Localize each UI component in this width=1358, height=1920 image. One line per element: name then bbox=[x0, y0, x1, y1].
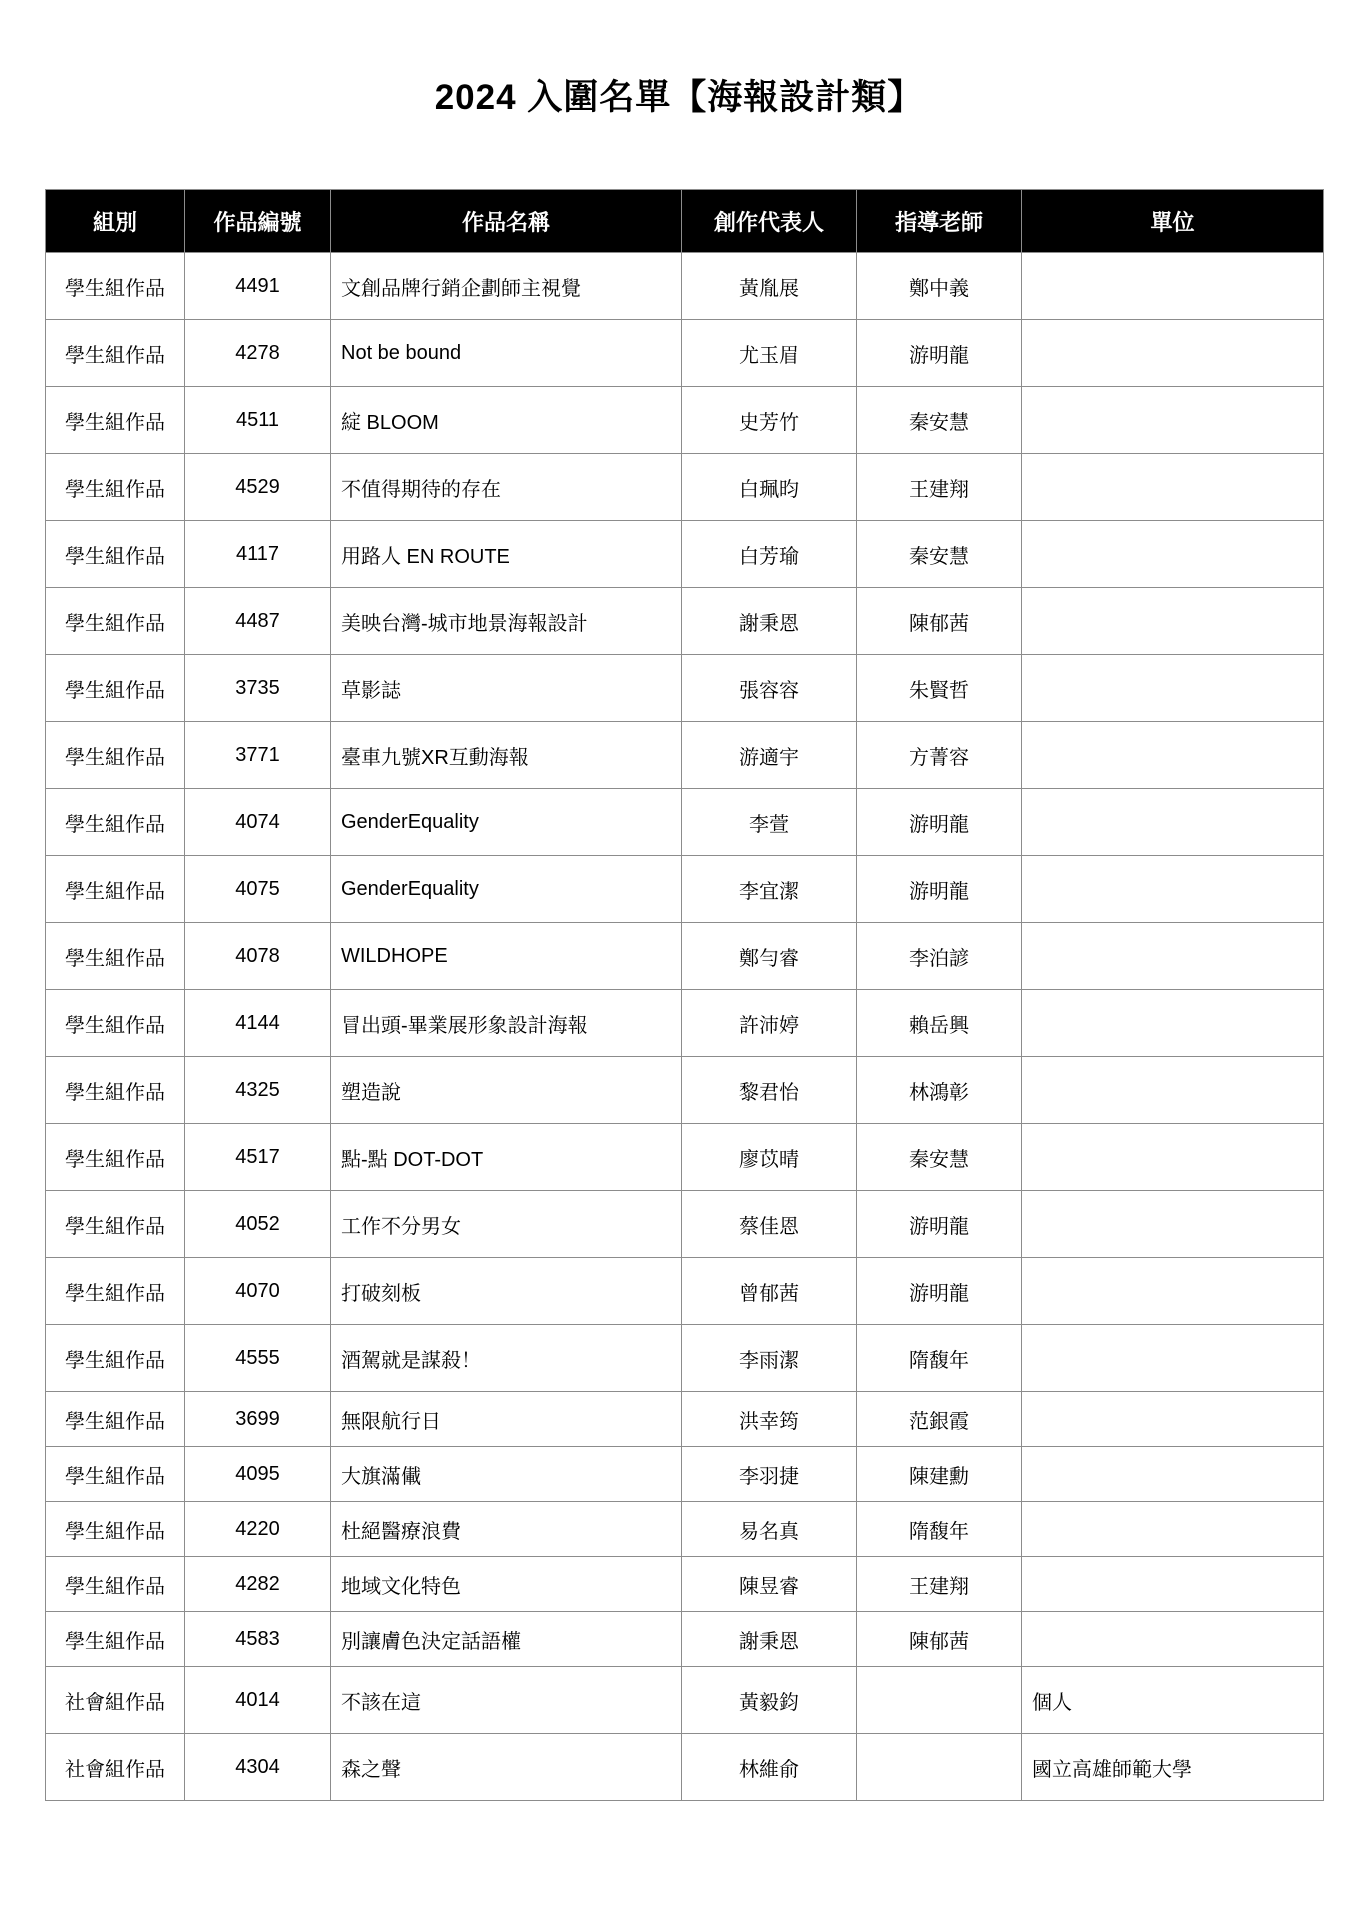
cell-unit bbox=[1022, 789, 1324, 856]
cell-advisor: 王建翔 bbox=[857, 1557, 1022, 1612]
table-row bbox=[46, 923, 1324, 990]
cell-id: 4304 bbox=[185, 1734, 331, 1801]
cell-unit bbox=[1022, 387, 1324, 454]
cell-group: 社會組作品 bbox=[46, 1734, 185, 1801]
cell-id: 4511 bbox=[185, 387, 331, 454]
cell-title: 塑造說 bbox=[331, 1057, 682, 1124]
table-row bbox=[46, 588, 1324, 655]
cell-advisor: 秦安慧 bbox=[857, 1124, 1022, 1191]
cell-creator: 黃毅鈞 bbox=[682, 1667, 857, 1734]
cell-unit bbox=[1022, 1325, 1324, 1392]
cell-group: 學生組作品 bbox=[46, 1325, 185, 1392]
cell-title: Not be bound bbox=[331, 320, 682, 387]
cell-advisor: 游明龍 bbox=[857, 856, 1022, 923]
cell-creator: 蔡佳恩 bbox=[682, 1191, 857, 1258]
cell-group: 學生組作品 bbox=[46, 253, 185, 320]
cell-creator: 謝秉恩 bbox=[682, 1612, 857, 1667]
cell-creator: 陳昱睿 bbox=[682, 1557, 857, 1612]
cell-title: 臺車九號XR互動海報 bbox=[331, 722, 682, 789]
cell-id: 4070 bbox=[185, 1258, 331, 1325]
cell-id: 3771 bbox=[185, 722, 331, 789]
cell-unit bbox=[1022, 1057, 1324, 1124]
cell-advisor: 隋馥年 bbox=[857, 1502, 1022, 1557]
cell-creator: 李萱 bbox=[682, 789, 857, 856]
cell-id: 4583 bbox=[185, 1612, 331, 1667]
table-row bbox=[46, 1557, 1324, 1612]
cell-group: 學生組作品 bbox=[46, 387, 185, 454]
cell-advisor: 游明龍 bbox=[857, 789, 1022, 856]
cell-creator: 白芳瑜 bbox=[682, 521, 857, 588]
cell-title: 不值得期待的存在 bbox=[331, 454, 682, 521]
cell-unit bbox=[1022, 1612, 1324, 1667]
cell-id: 4117 bbox=[185, 521, 331, 588]
cell-title: 草影誌 bbox=[331, 655, 682, 722]
cell-unit bbox=[1022, 1124, 1324, 1191]
cell-title: WILDHOPE bbox=[331, 923, 682, 990]
cell-group: 學生組作品 bbox=[46, 1557, 185, 1612]
cell-title: GenderEquality bbox=[331, 856, 682, 923]
cell-creator: 李羽捷 bbox=[682, 1447, 857, 1502]
cell-group: 學生組作品 bbox=[46, 789, 185, 856]
table-row bbox=[46, 387, 1324, 454]
cell-title: 冒出頭-畢業展形象設計海報 bbox=[331, 990, 682, 1057]
cell-unit bbox=[1022, 1447, 1324, 1502]
column-header-unit: 單位 bbox=[1022, 190, 1324, 253]
cell-creator: 林維俞 bbox=[682, 1734, 857, 1801]
table-row bbox=[46, 1057, 1324, 1124]
cell-creator: 游適宇 bbox=[682, 722, 857, 789]
header-row bbox=[46, 190, 1324, 253]
table-row bbox=[46, 1325, 1324, 1392]
cell-advisor: 陳郁茜 bbox=[857, 1612, 1022, 1667]
table-row bbox=[46, 320, 1324, 387]
cell-creator: 黎君怡 bbox=[682, 1057, 857, 1124]
table-row bbox=[46, 1612, 1324, 1667]
cell-unit bbox=[1022, 588, 1324, 655]
cell-group: 社會組作品 bbox=[46, 1667, 185, 1734]
cell-group: 學生組作品 bbox=[46, 1612, 185, 1667]
cell-creator: 史芳竹 bbox=[682, 387, 857, 454]
table-row bbox=[46, 1734, 1324, 1801]
cell-group: 學生組作品 bbox=[46, 1124, 185, 1191]
cell-advisor: 陳建勳 bbox=[857, 1447, 1022, 1502]
cell-advisor: 游明龍 bbox=[857, 1191, 1022, 1258]
cell-group: 學生組作品 bbox=[46, 521, 185, 588]
cell-group: 學生組作品 bbox=[46, 1057, 185, 1124]
cell-group: 學生組作品 bbox=[46, 655, 185, 722]
page-title: 2024 入圍名單【海報設計類】 bbox=[434, 78, 924, 117]
cell-advisor: 陳郁茜 bbox=[857, 588, 1022, 655]
cell-group: 學生組作品 bbox=[46, 923, 185, 990]
cell-unit bbox=[1022, 253, 1324, 320]
table-row bbox=[46, 1667, 1324, 1734]
cell-unit bbox=[1022, 454, 1324, 521]
table-row bbox=[46, 1124, 1324, 1191]
cell-group: 學生組作品 bbox=[46, 320, 185, 387]
cell-creator: 李雨潔 bbox=[682, 1325, 857, 1392]
cell-title: 森之聲 bbox=[331, 1734, 682, 1801]
cell-id: 4517 bbox=[185, 1124, 331, 1191]
cell-advisor: 朱賢哲 bbox=[857, 655, 1022, 722]
cell-title: 酒駕就是謀殺！ bbox=[331, 1325, 682, 1392]
cell-group: 學生組作品 bbox=[46, 856, 185, 923]
cell-creator: 謝秉恩 bbox=[682, 588, 857, 655]
cell-id: 4220 bbox=[185, 1502, 331, 1557]
cell-advisor: 秦安慧 bbox=[857, 387, 1022, 454]
finalist-table bbox=[45, 189, 1324, 1801]
table-row bbox=[46, 1502, 1324, 1557]
cell-id: 4095 bbox=[185, 1447, 331, 1502]
cell-creator: 許沛婷 bbox=[682, 990, 857, 1057]
cell-creator: 尤玉眉 bbox=[682, 320, 857, 387]
cell-creator: 黃胤展 bbox=[682, 253, 857, 320]
cell-advisor: 方菁容 bbox=[857, 722, 1022, 789]
table-body bbox=[46, 253, 1324, 1801]
cell-unit bbox=[1022, 1557, 1324, 1612]
cell-id: 4487 bbox=[185, 588, 331, 655]
cell-id: 4491 bbox=[185, 253, 331, 320]
cell-title: 綻 BLOOM bbox=[331, 387, 682, 454]
cell-unit bbox=[1022, 320, 1324, 387]
column-header-group: 組別 bbox=[46, 190, 185, 253]
cell-creator: 洪幸筠 bbox=[682, 1392, 857, 1447]
cell-advisor bbox=[857, 1734, 1022, 1801]
cell-unit bbox=[1022, 521, 1324, 588]
cell-group: 學生組作品 bbox=[46, 1191, 185, 1258]
table-row bbox=[46, 655, 1324, 722]
cell-advisor: 林鴻彰 bbox=[857, 1057, 1022, 1124]
cell-title: 杜絕醫療浪費 bbox=[331, 1502, 682, 1557]
table-row bbox=[46, 990, 1324, 1057]
cell-creator: 廖苡晴 bbox=[682, 1124, 857, 1191]
cell-unit bbox=[1022, 990, 1324, 1057]
column-header-advisor: 指導老師 bbox=[857, 190, 1022, 253]
cell-id: 4325 bbox=[185, 1057, 331, 1124]
cell-advisor: 鄭中義 bbox=[857, 253, 1022, 320]
cell-group: 學生組作品 bbox=[46, 1258, 185, 1325]
table-header bbox=[46, 190, 1324, 253]
cell-title: 無限航行日 bbox=[331, 1392, 682, 1447]
table-row bbox=[46, 1191, 1324, 1258]
cell-id: 3735 bbox=[185, 655, 331, 722]
cell-id: 3699 bbox=[185, 1392, 331, 1447]
cell-creator: 白珮昀 bbox=[682, 454, 857, 521]
cell-group: 學生組作品 bbox=[46, 1447, 185, 1502]
cell-creator: 李宜潔 bbox=[682, 856, 857, 923]
table-row bbox=[46, 521, 1324, 588]
cell-id: 4078 bbox=[185, 923, 331, 990]
table-row bbox=[46, 856, 1324, 923]
cell-advisor: 游明龍 bbox=[857, 1258, 1022, 1325]
cell-group: 學生組作品 bbox=[46, 454, 185, 521]
cell-title: 用路人 EN ROUTE bbox=[331, 521, 682, 588]
table-row bbox=[46, 1392, 1324, 1447]
column-header-id: 作品編號 bbox=[185, 190, 331, 253]
cell-id: 4278 bbox=[185, 320, 331, 387]
cell-id: 4074 bbox=[185, 789, 331, 856]
cell-unit bbox=[1022, 856, 1324, 923]
cell-unit: 個人 bbox=[1022, 1667, 1324, 1734]
cell-title: GenderEquality bbox=[331, 789, 682, 856]
cell-unit bbox=[1022, 1191, 1324, 1258]
column-header-title: 作品名稱 bbox=[331, 190, 682, 253]
cell-title: 不該在這 bbox=[331, 1667, 682, 1734]
cell-title: 地域文化特色 bbox=[331, 1557, 682, 1612]
cell-id: 4052 bbox=[185, 1191, 331, 1258]
cell-title: 美映台灣-城市地景海報設計 bbox=[331, 588, 682, 655]
cell-title: 打破刻板 bbox=[331, 1258, 682, 1325]
cell-id: 4529 bbox=[185, 454, 331, 521]
cell-unit bbox=[1022, 923, 1324, 990]
cell-unit: 國立高雄師範大學 bbox=[1022, 1734, 1324, 1801]
table-row bbox=[46, 253, 1324, 320]
cell-unit bbox=[1022, 1392, 1324, 1447]
cell-group: 學生組作品 bbox=[46, 1502, 185, 1557]
cell-creator: 張容容 bbox=[682, 655, 857, 722]
cell-title: 點-點 DOT-DOT bbox=[331, 1124, 682, 1191]
cell-title: 大旗滿儎 bbox=[331, 1447, 682, 1502]
table-row bbox=[46, 789, 1324, 856]
cell-unit bbox=[1022, 1502, 1324, 1557]
cell-advisor: 游明龍 bbox=[857, 320, 1022, 387]
cell-id: 4144 bbox=[185, 990, 331, 1057]
cell-id: 4282 bbox=[185, 1557, 331, 1612]
cell-creator: 鄭勻睿 bbox=[682, 923, 857, 990]
column-header-creator: 創作代表人 bbox=[682, 190, 857, 253]
cell-id: 4075 bbox=[185, 856, 331, 923]
cell-advisor: 李泊諺 bbox=[857, 923, 1022, 990]
cell-unit bbox=[1022, 655, 1324, 722]
table-row bbox=[46, 1258, 1324, 1325]
cell-unit bbox=[1022, 1258, 1324, 1325]
cell-advisor: 秦安慧 bbox=[857, 521, 1022, 588]
cell-title: 文創品牌行銷企劃師主視覺 bbox=[331, 253, 682, 320]
table-row bbox=[46, 454, 1324, 521]
cell-advisor: 隋馥年 bbox=[857, 1325, 1022, 1392]
cell-unit bbox=[1022, 722, 1324, 789]
cell-id: 4555 bbox=[185, 1325, 331, 1392]
cell-creator: 曾郁茜 bbox=[682, 1258, 857, 1325]
cell-title: 工作不分男女 bbox=[331, 1191, 682, 1258]
cell-advisor bbox=[857, 1667, 1022, 1734]
cell-advisor: 賴岳興 bbox=[857, 990, 1022, 1057]
cell-group: 學生組作品 bbox=[46, 722, 185, 789]
cell-advisor: 范銀霞 bbox=[857, 1392, 1022, 1447]
cell-creator: 易名真 bbox=[682, 1502, 857, 1557]
cell-advisor: 王建翔 bbox=[857, 454, 1022, 521]
table-row bbox=[46, 722, 1324, 789]
cell-id: 4014 bbox=[185, 1667, 331, 1734]
cell-group: 學生組作品 bbox=[46, 588, 185, 655]
cell-group: 學生組作品 bbox=[46, 1392, 185, 1447]
table-row bbox=[46, 1447, 1324, 1502]
cell-group: 學生組作品 bbox=[46, 990, 185, 1057]
cell-title: 別讓膚色決定話語權 bbox=[331, 1612, 682, 1667]
